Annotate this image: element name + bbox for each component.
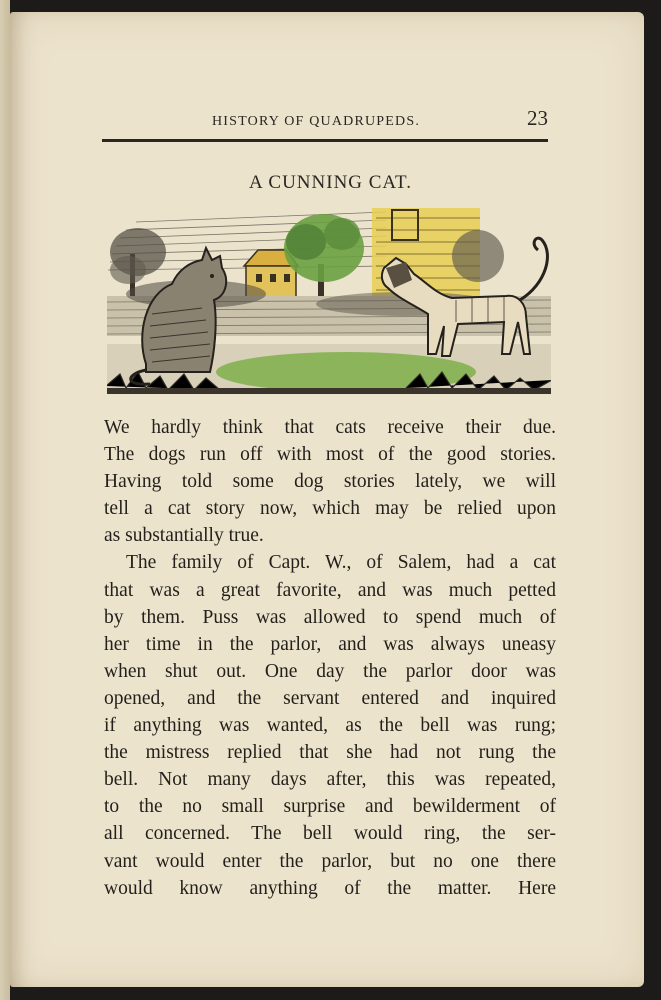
page-number: 23 [527,106,548,130]
book-gutter [0,0,10,1000]
text-line: The dogs run off with most of the good stories. [104,444,556,466]
text-line: bell. Not many days after, this was repeated, [104,769,556,791]
text-line: by them. Puss was allowed to spend much of [104,606,556,628]
text-line: The family of Capt. W., of Salem, had a cat [126,552,556,574]
paragraph-1 [104,414,556,549]
header-rule [102,139,548,142]
bush-right [452,230,504,282]
running-head: HISTORY OF QUADRUPEDS. [212,114,421,129]
paragraph-2 [104,549,556,901]
text-line: tell a cat story now, which may be relied upon [104,498,556,520]
text-line: vant would enter the parlor, but no one there [104,850,556,872]
text-line: all concerned. The bell would ring, the ser- [104,823,556,845]
text-line: if anything was wanted, as the bell was rung; [104,715,556,737]
text-line: would know anything of the matter. Here [104,877,556,899]
woodcut-illustration [106,204,552,402]
body-text [104,414,556,902]
text-line: when shut out. One day the parlor door was [104,660,556,682]
page-header [100,104,550,134]
chapter-title: A CUNNING CAT. [248,172,412,193]
text-line: the mistress replied that she had not rung the [104,742,556,764]
text-line: We hardly think that cats receive their due. [104,417,556,438]
text-line: opened, and the servant entered and inquired [104,687,556,709]
text-line: as substantially true. [104,525,264,547]
text-line: her time in the parlor, and was always uneasy [104,633,556,655]
text-line: to the no small surprise and bewilderment of [104,796,556,818]
text-line: Having told some dog stories lately, we will [104,471,556,493]
text-line: that was a great favorite, and was much petted [104,579,556,601]
